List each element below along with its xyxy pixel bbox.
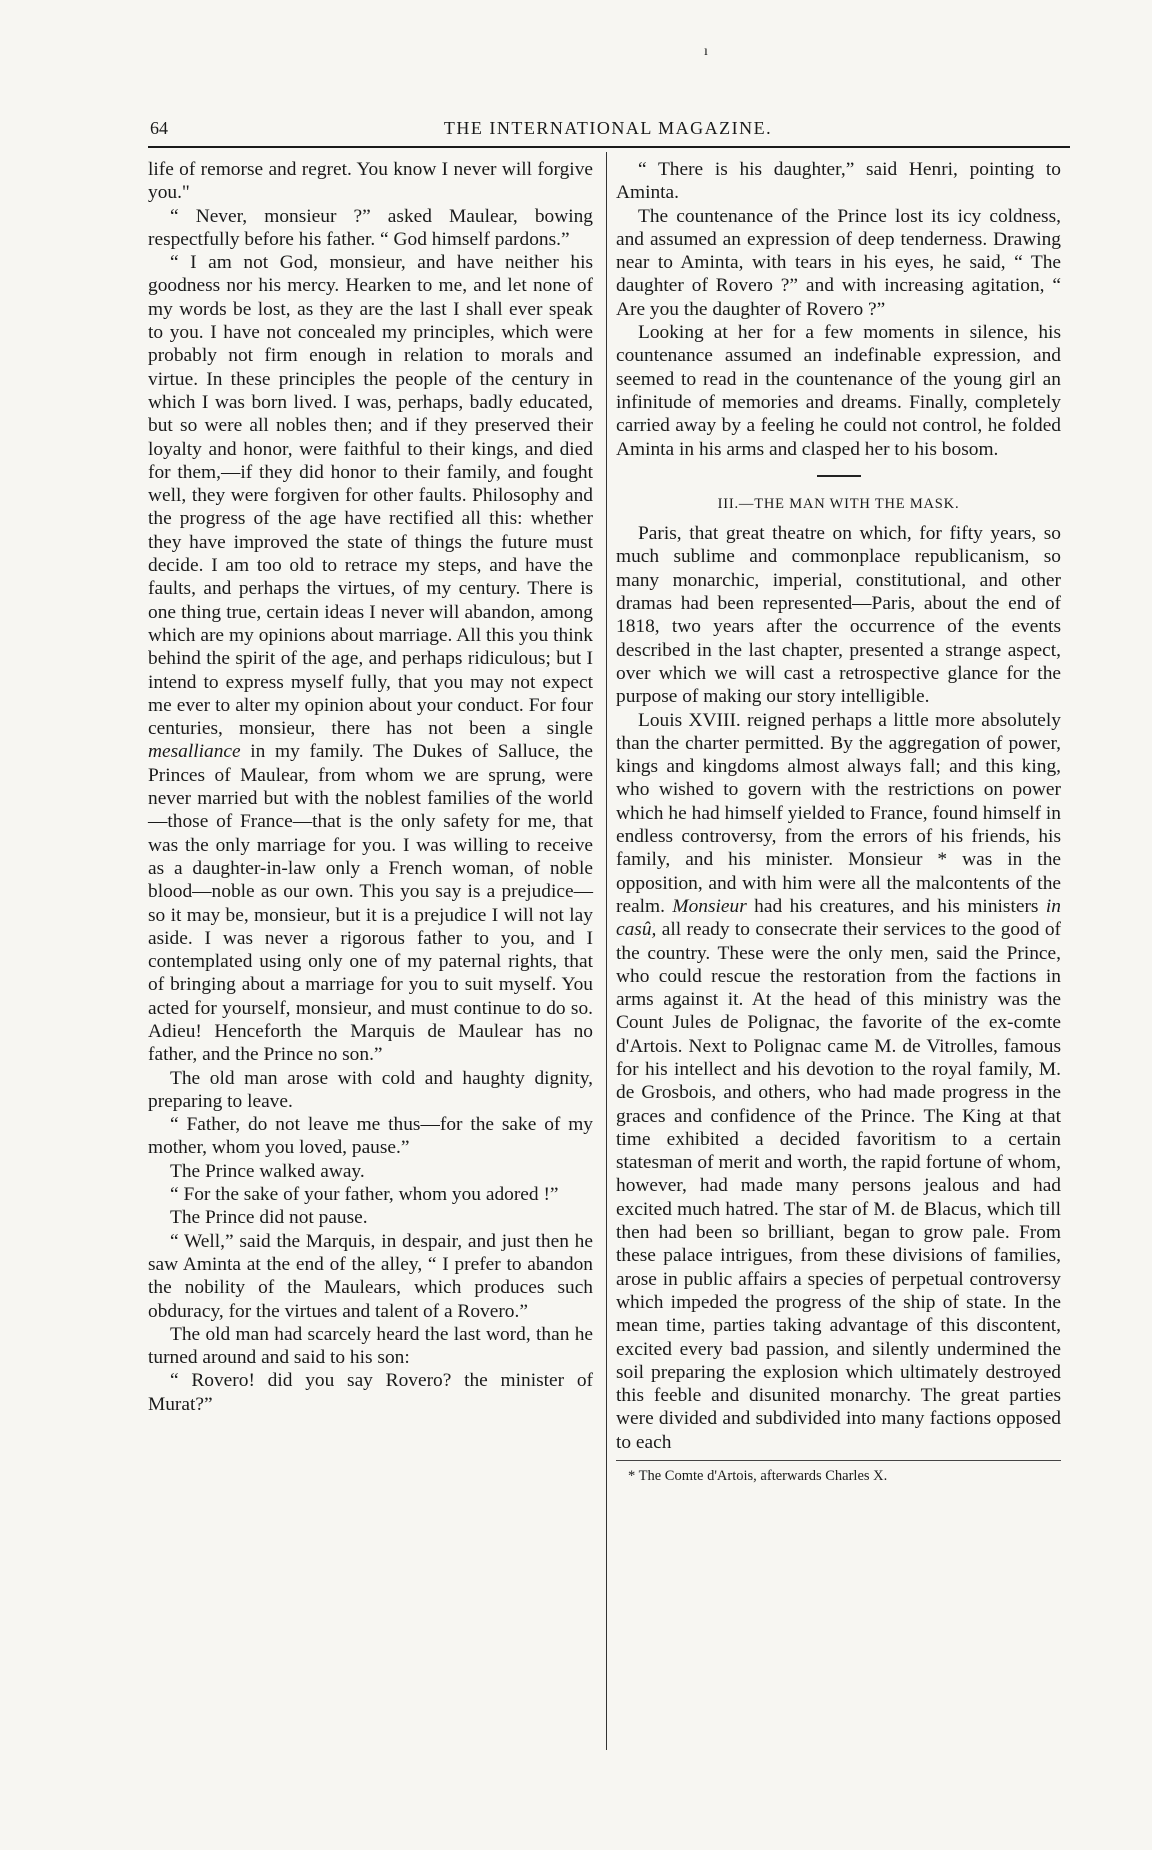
paragraph: “ Rovero! did you say Rovero? the minister of Murat?” [148,1370,593,1415]
paragraph: “ Well,” said the Marquis, in despair, and just then he saw Aminta at the end of the alley, “ I prefer to abandon the nobility of the Maulears, which produces such obduracy, for the virtues and talent of a Rovero.” [148,1230,593,1322]
paragraph: “ I am not God, monsieur, and have neither his goodness nor his mercy. Hearken to me, and let none of my words be lost, as they are the last I shall ever speak to you. I have not concealed my principles, which were probably not firm enough in relation to morals and virtue. In these principles the people of the century in which I was born lived. I was, perhaps, badly educated, but so were all nobles then; and if they preserved their loyalty and honor, were faithful to their kings, and died for them,—if they did honor to their family, and fought well, they were forgiven for other faults. Philosophy and the progress of the age have rectified all this: whether they have improved the state of things the future must decide. I am too old to retrace my steps, and have the faults, and perhaps the virtues, of my century. There is one thing true, certain ideas I never will abandon, among which are my opinions about marriage. All this you think behind the spirit of the age, and perhaps ridiculous; but I intend to express myself fully, that you may not expect me ever to alter my opinion about your conduct. For four centuries, monsieur, there has not been a single mesalliance in my family. The Dukes of Salluce, the Princes of Maulear, from whom we are sprung, were never married but with the noblest families of the world—those of France—that is the only safety for me, that was the only marriage for you. I was willing to receive as a daughter-in-law only a French woman, of noble blood—noble as our own. This you say is a prejudice—so it may be, monsieur, but it is a prejudice I will not lay aside. I was never a rigorous father to you, and I contemplated using only one of my paternal rights, that of bringing about a marriage for you to suit myself. You acted for yourself, monsieur, and must continue to do so. Adieu! Henceforth the Marquis de Maulear has no father, and the Prince no son.” [148,252,593,1066]
header-rule [148,146,1070,148]
page-number: 64 [150,118,168,138]
italic-word: mesalliance [148,741,241,763]
page-header [148,118,1068,144]
section-heading: III.—THE MAN WITH THE MASK. [717,495,960,512]
paragraph: Looking at her for a few moments in silence, his countenance assumed an indefinable expression, and seemed to read in the countenance of the young girl an infinitude of memories and dreams. Finally, completely carried away by a feeling he could not control, he folded Aminta in his arms and clasped her to his bosom. [616,322,1061,460]
paragraph: The Prince walked away. [170,1160,365,1182]
italic-word: Monsieur [672,895,747,917]
paragraph: life of remorse and regret. You know I never will forgive you." [148,159,593,204]
paragraph: “ Never, monsieur ?” asked Maulear, bowing respectfully before his father. “ God himself pardons.” [148,205,593,250]
section-rule [817,475,861,477]
paragraph: The Prince did not pause. [170,1207,368,1229]
paragraph: The old man had scarcely heard the last word, than he turned around and said to his son: [148,1323,593,1369]
paragraph: “ There is his daughter,” said Henri, pointing to Aminta. [616,159,1061,204]
running-title: THE INTERNATIONAL MAGAZINE. [443,118,773,138]
italic-word: in casû, [616,895,1061,941]
paragraph: “ For the sake of your father, whom you adored !” [170,1184,559,1206]
top-mark: ı [704,44,708,59]
paragraph: Paris, that great theatre on which, for fifty years, so much sublime and commonplace republicanism, so many monarchic, imperial, constitutional, and other dramas had been represented—Paris, about the end of 1818, two years after the occurrence of the events described in the last chapter, presented a strange aspect, over which we will cast a retrospective glance for the purpose of making our story intelligible. [616,523,1061,708]
paragraph: The countenance of the Prince lost its icy coldness, and assumed an expression of deep tenderness. Drawing near to Aminta, with tears in his eyes, he said, “ The daughter of Rovero ?” and with increasing agitation, “ Are you the daughter of Rovero ?” [616,205,1061,320]
paragraph: The old man arose with cold and haughty dignity, preparing to leave. [148,1067,593,1112]
footnote: * The Comte d'Artois, afterwards Charles X. [616,1460,1061,1485]
paragraph: Louis XVIII. reigned perhaps a little more absolutely than the charter permitted. By the aggregation of power, kings and kingdoms almost always fall; and this king, who wished to govern with the restrictions on power which he had himself yielded to France, found himself in endless controversy, from the errors of his friends, his family, and his minister. Monsieur * was in the opposition, and with him were all the malcontents of the realm. Monsieur had his creatures, and his ministers in casû, all ready to consecrate their services to the good of the country. These were the only men, said the Prince, who could rescue the restoration from the factions in arms against it. At the head of this ministry was the Count Jules de Polignac, the favorite of the ex-comte d'Artois. Next to Polignac came M. de Vitrolles, famous for his intellect and his devotion to the royal family, M. de Grosbois, and others, who had made progress in the graces and confidence of the Prince. The King at that time exhibited a decided favoritism to a certain statesman of merit and worth, the rapid fortune of whom, however, had made many persons jealous and had excited much hatred. The star of M. de Blacus, which till then had been so brilliant, began to grow pale. From these palace intrigues, from these divisions of families, arose in public affairs a species of perpetual controversy which impeded the progress of the ship of state. In the mean time, parties taking advantage of this discontent, excited every bad passion, and silently undermined the soil preparing the explosion which ultimately destroyed this feeble and disunited monarchy. The great parties were divided and subdivided into many factions opposed to each [616,709,1061,1453]
column-divider [606,152,607,1750]
left-column [148,158,593,1416]
paragraph: “ Father, do not leave me thus—for the sake of my mother, whom you loved, pause.” [148,1114,593,1159]
right-column [616,158,1061,1485]
